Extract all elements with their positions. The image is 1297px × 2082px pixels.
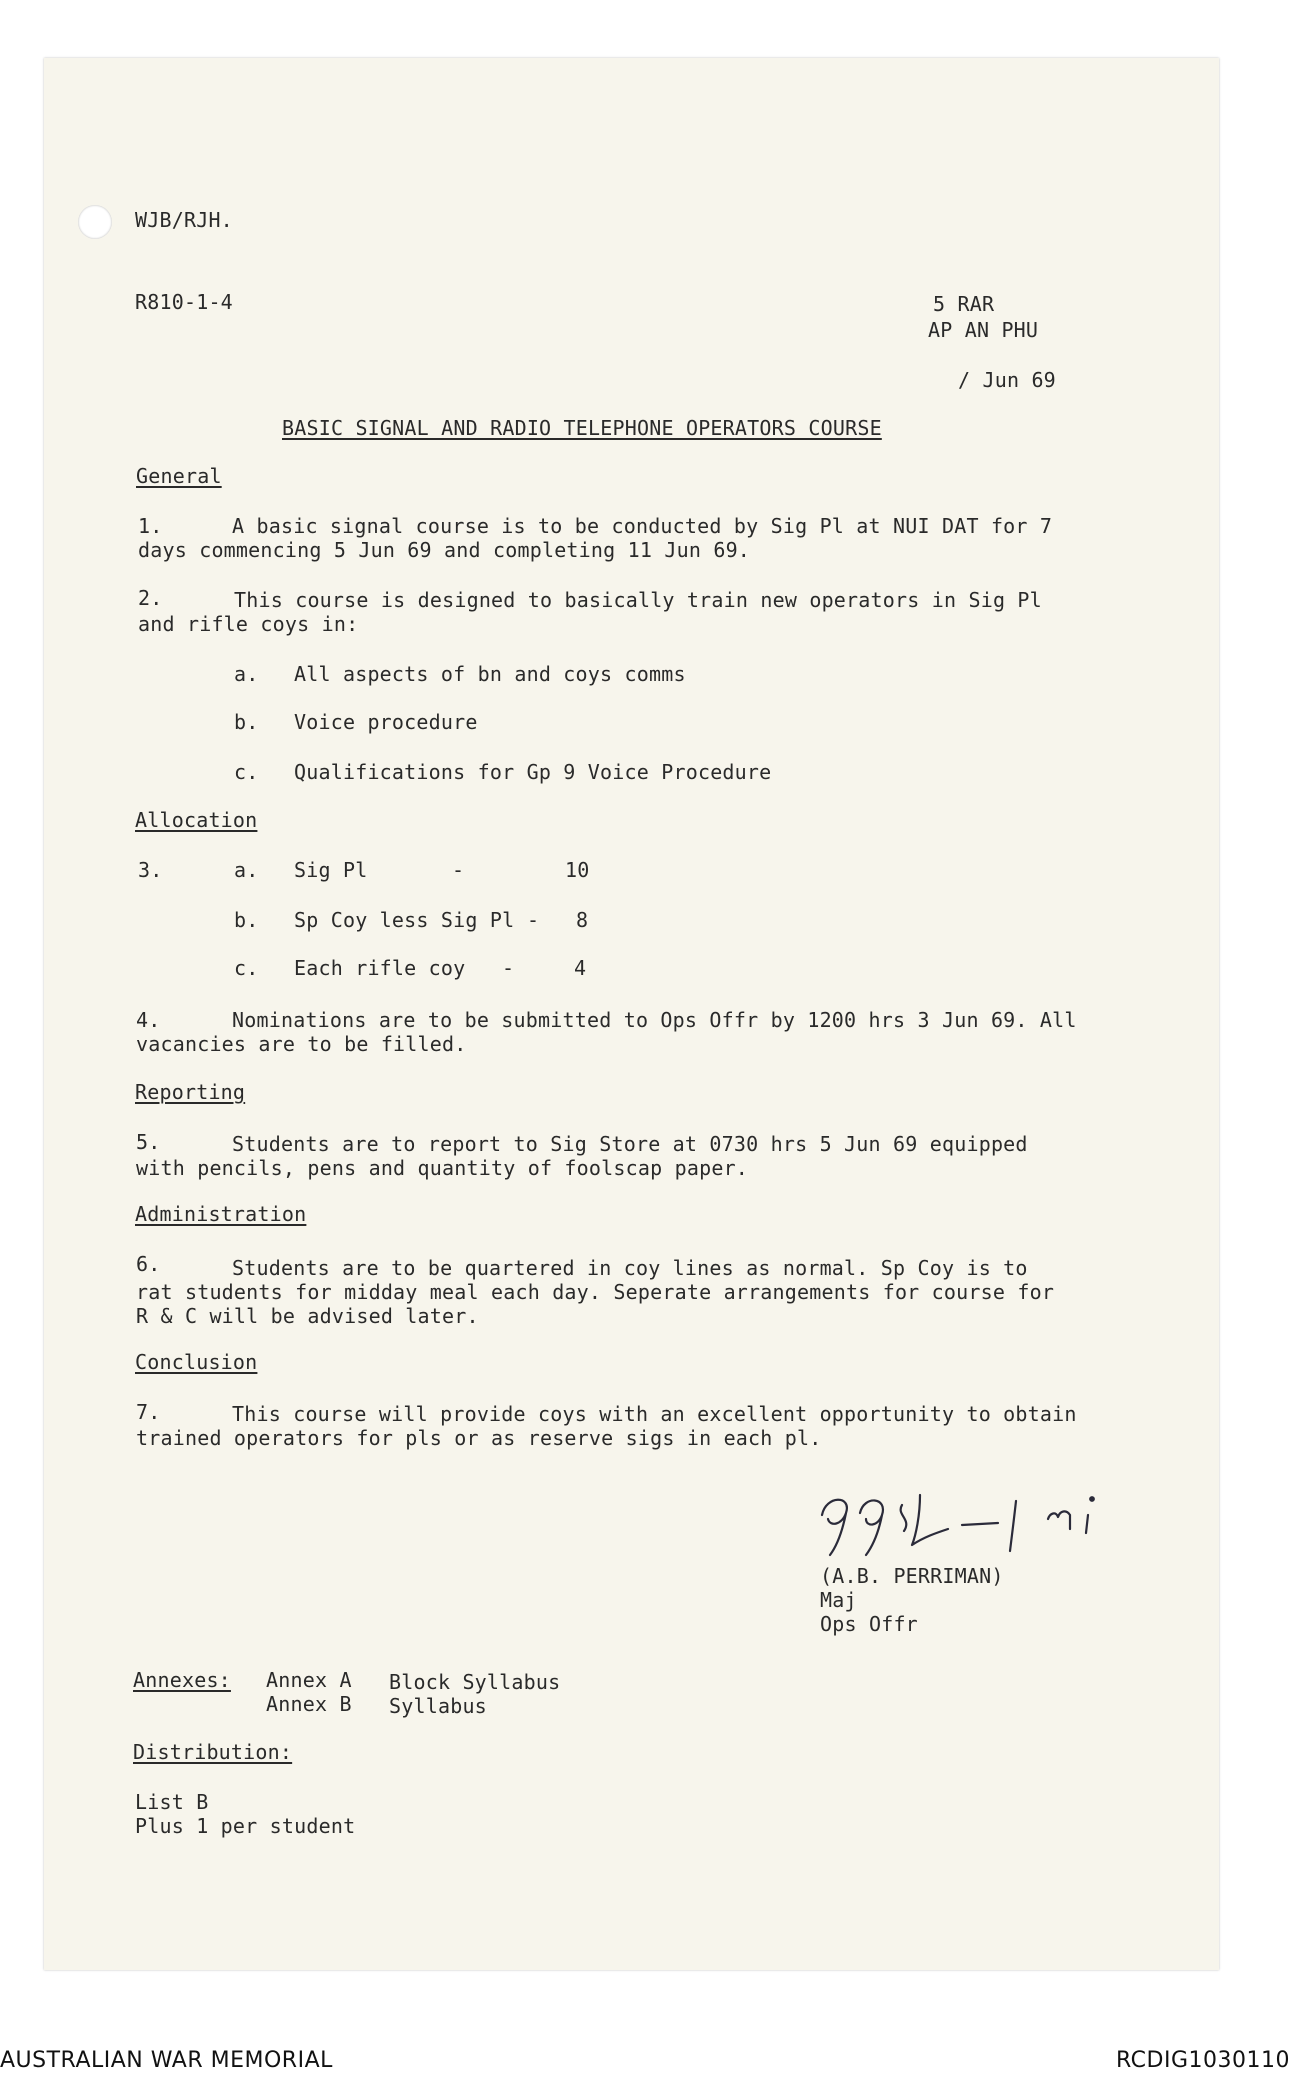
- allocation-dash: -: [502, 956, 515, 980]
- para-1-number: 1.: [138, 514, 163, 538]
- annexes-label: Annexes:: [133, 1668, 231, 1692]
- para-2-line-1: This course is designed to basically train new operators in Sig Pl: [234, 588, 1042, 612]
- unit-address: AP AN PHU: [928, 318, 1039, 342]
- heading-reporting: Reporting: [135, 1080, 246, 1104]
- annex-ref: Annex A: [266, 1668, 352, 1692]
- initials: WJB/RJH.: [135, 208, 233, 232]
- item-text: Voice procedure: [294, 710, 478, 734]
- para-7-number: 7.: [136, 1400, 161, 1424]
- allocation-count: 10: [565, 858, 590, 882]
- para-4-number: 4.: [136, 1008, 161, 1032]
- item-letter: c.: [234, 760, 259, 784]
- para-7-line-1: This course will provide coys with an excellent opportunity to obtain: [232, 1402, 1077, 1426]
- signatory-rank: Maj: [820, 1588, 857, 1612]
- para-6-number: 6.: [136, 1252, 161, 1276]
- para-6-line-2: rat students for midday meal each day. Seperate arrangements for course for: [136, 1280, 1055, 1304]
- signatory-appointment: Ops Offr: [820, 1612, 918, 1636]
- annex-ref: Annex B: [266, 1692, 352, 1716]
- para-4-line-2: vacancies are to be filled.: [136, 1032, 467, 1056]
- annex-title: Syllabus: [389, 1694, 487, 1718]
- para-6-line-1: Students are to be quartered in coy lines as normal. Sp Coy is to: [232, 1256, 1028, 1280]
- item-letter: a.: [234, 662, 259, 686]
- unit-name: 5 RAR: [933, 292, 995, 316]
- para-2-line-2: and rifle coys in:: [138, 612, 359, 636]
- para-1-line-2: days commencing 5 Jun 69 and completing 11 Jun 69.: [138, 538, 751, 562]
- para-5-line-1: Students are to report to Sig Store at 0730 hrs 5 Jun 69 equipped: [232, 1132, 1028, 1156]
- punch-hole: [78, 205, 112, 239]
- allocation-label: Each rifle coy: [294, 956, 466, 980]
- allocation-count: 8: [576, 908, 589, 932]
- para-4-line-1: Nominations are to be submitted to Ops Offr by 1200 hrs 3 Jun 69. All: [232, 1008, 1077, 1032]
- distribution-label: Distribution:: [133, 1740, 293, 1764]
- distribution-line-1: List B: [135, 1790, 209, 1814]
- item-text: Qualifications for Gp 9 Voice Procedure: [294, 760, 772, 784]
- para-5-number: 5.: [136, 1130, 161, 1154]
- para-2-number: 2.: [138, 586, 163, 610]
- file-reference: R810-1-4: [135, 290, 233, 314]
- allocation-letter: b.: [234, 908, 259, 932]
- para-1-line-1: A basic signal course is to be conducted by Sig Pl at NUI DAT for 7: [232, 514, 1053, 538]
- para-5-line-2: with pencils, pens and quantity of foolscap paper.: [136, 1156, 749, 1180]
- allocation-letter: c.: [234, 956, 259, 980]
- footer-source: AUSTRALIAN WAR MEMORIAL: [0, 2048, 333, 2073]
- para-3-number: 3.: [138, 858, 163, 882]
- allocation-letter: a.: [234, 858, 259, 882]
- signatory-name: (A.B. PERRIMAN): [820, 1564, 1004, 1588]
- heading-administration: Administration: [135, 1202, 307, 1226]
- handwritten-signature: [812, 1485, 1122, 1565]
- document-title: BASIC SIGNAL AND RADIO TELEPHONE OPERATORS COURSE: [282, 416, 882, 440]
- footer-catalogue-id: RCDIG1030110: [1115, 2048, 1290, 2073]
- annex-title: Block Syllabus: [389, 1670, 561, 1694]
- para-6-line-3: R & C will be advised later.: [136, 1304, 479, 1328]
- heading-general: General: [136, 464, 222, 488]
- item-letter: b.: [234, 710, 259, 734]
- allocation-dash: -: [527, 908, 540, 932]
- distribution-line-2: Plus 1 per student: [135, 1814, 356, 1838]
- para-7-line-2: trained operators for pls or as reserve sigs in each pl.: [136, 1426, 822, 1450]
- allocation-dash: -: [452, 858, 465, 882]
- allocation-count: 4: [574, 956, 587, 980]
- document-date: / Jun 69: [958, 368, 1056, 392]
- heading-conclusion: Conclusion: [135, 1350, 258, 1374]
- item-text: All aspects of bn and coys comms: [294, 662, 686, 686]
- allocation-label: Sp Coy less Sig Pl: [294, 908, 515, 932]
- allocation-label: Sig Pl: [294, 858, 368, 882]
- heading-allocation: Allocation: [135, 808, 258, 832]
